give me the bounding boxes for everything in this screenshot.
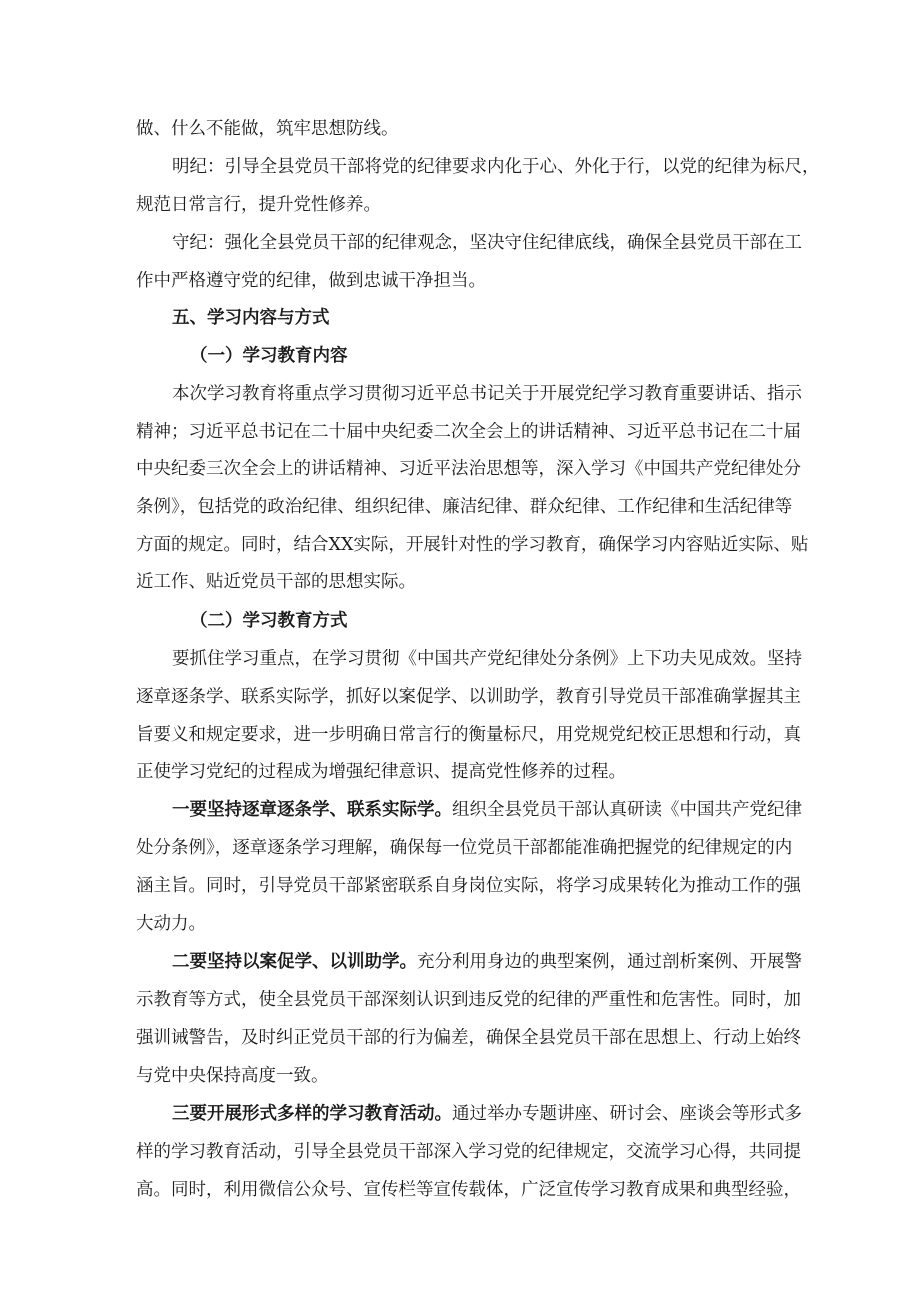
paragraph-line: 强训诫警告，及时纠正党员干部的行为偏差，确保全县党员干部在思想上、行动上始终 — [136, 1028, 801, 1048]
paragraph-line: 与党中央保持高度一致。 — [136, 1066, 329, 1086]
paragraph-line: 示教育等方式，使全县党员干部深刻认识到违反党的纪律的严重性和危害性。同时，加 — [136, 990, 801, 1010]
paragraph-line: 条例》，包括党的政治纪律、组织纪律、廉洁纪律、群众纪律、工作纪律和生活纪律等 — [136, 497, 793, 517]
paragraph-line: 高。同时，利用微信公众号、宣传栏等宣传载体，广泛宣传学习教育成果和典型经验， — [136, 1180, 801, 1200]
paragraph-line: 作中严格遵守党的纪律，做到忠诚干净担当。 — [136, 271, 486, 291]
paragraph-line: 样的学习教育活动，引导全县党员干部深入学习党的纪律规定，交流学习心得，共同提 — [136, 1142, 801, 1162]
paragraph-line: 三要开展形式多样的学习教育活动。通过举办专题讲座、研讨会、座谈会等形式多 — [172, 1104, 802, 1124]
section-heading: 五、学习内容与方式 — [172, 308, 330, 328]
paragraph-line: 要抓住学习重点，在学习贯彻《中国共产党纪律处分条例》上下功夫见成效。坚持 — [172, 649, 802, 669]
paragraph-line: 旨要义和规定要求，进一步明确日常言行的衡量标尺，用党规党纪校正思想和行动，真 — [136, 725, 801, 745]
lead-phrase: 一要坚持逐章逐条学、联系实际学。 — [172, 800, 452, 820]
paragraph-line: 近工作、贴近党员干部的思想实际。 — [136, 572, 416, 592]
paragraph-line: 大动力。 — [136, 914, 206, 934]
subsection-heading: （一）学习教育内容 — [190, 346, 348, 366]
paragraph-line: 中央纪委三次全会上的讲话精神、习近平法治思想等，深入学习《中国共产党纪律处分 — [136, 459, 801, 479]
paragraph-line: 本次学习教育将重点学习贯彻习近平总书记关于开展党纪学习教育重要讲话、指示 — [172, 384, 802, 404]
paragraph-line: 守纪：强化全县党员干部的纪律观念，坚决守住纪律底线，确保全县党员干部在工 — [172, 233, 802, 253]
paragraph-line: 方面的规定。同时，结合XX实际，开展针对性的学习教育，确保学习内容贴近实际、贴 — [136, 535, 809, 555]
paragraph-line: 正使学习党纪的过程成为增强纪律意识、提高党性修养的过程。 — [136, 762, 626, 782]
paragraph-line: 涵主旨。同时，引导党员干部紧密联系自身岗位实际，将学习成果转化为推动工作的强 — [136, 876, 801, 896]
subsection-heading: （二）学习教育方式 — [190, 611, 348, 631]
paragraph-line: 精神；习近平总书记在二十届中央纪委二次全会上的讲话精神、习近平总书记在二十届 — [136, 422, 801, 442]
paragraph-line: 二要坚持以案促学、以训助学。充分利用身边的典型案例，通过剖析案例、开展警 — [172, 952, 802, 972]
lead-phrase: 二要坚持以案促学、以训助学。 — [172, 952, 417, 972]
paragraph-line: 逐章逐条学、联系实际学，抓好以案促学、以训助学，教育引导党员干部准确掌握其主 — [136, 687, 801, 707]
paragraph-line: 明纪：引导全县党员干部将党的纪律要求内化于心、外化于行，以党的纪律为标尺， — [172, 157, 820, 177]
paragraph-line: 一要坚持逐章逐条学、联系实际学。组织全县党员干部认真研读《中国共产党纪律 — [172, 800, 802, 820]
paragraph-line: 做、什么不能做，筑牢思想防线。 — [136, 119, 399, 139]
lead-phrase: 三要开展形式多样的学习教育活动。 — [172, 1104, 452, 1124]
paragraph-line: 规范日常言行，提升党性修养。 — [136, 195, 381, 215]
paragraph-line: 处分条例》，逐章逐条学习理解，确保每一位党员干部都能准确把握党的纪律规定的内 — [136, 838, 793, 858]
